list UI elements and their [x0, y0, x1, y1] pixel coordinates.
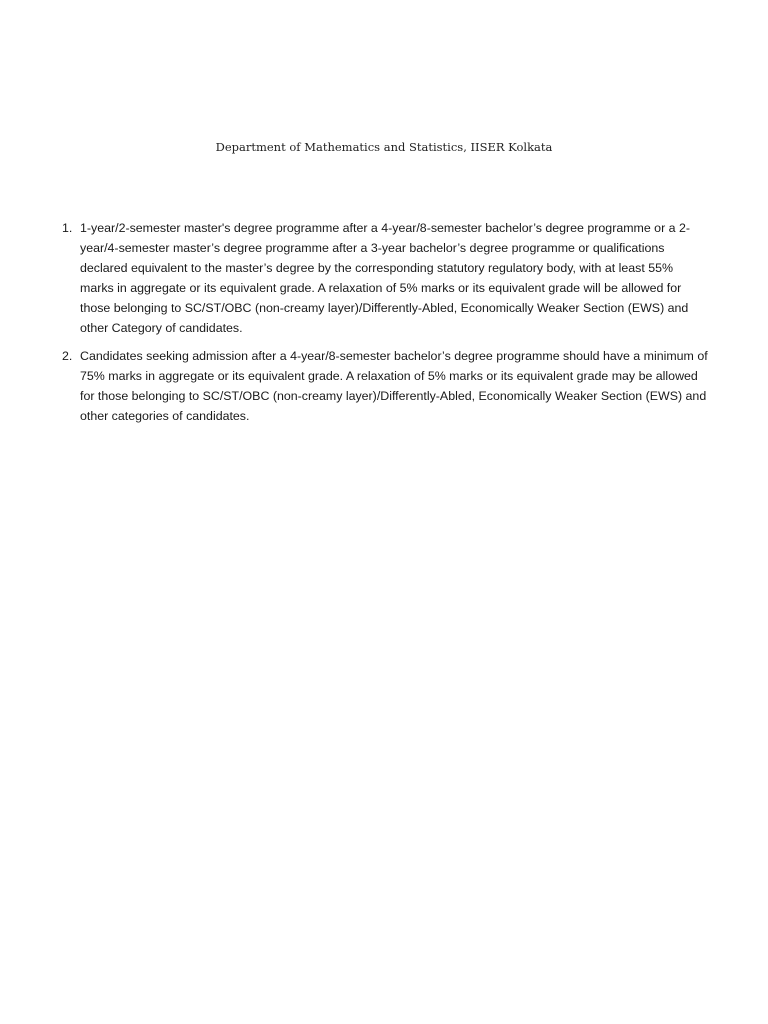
document-heading: Department of Mathematics and Statistics, IISER Kolkata — [215, 140, 553, 154]
list-item-number: 2. — [62, 349, 73, 363]
eligibility-criteria-list — [62, 218, 708, 434]
list-item-text: Candidates seeking admission after a 4-year/8-semester bachelor’s degree programme should have a minimum of 75% marks in aggregate or its equivalent grade. A relaxation of 5% marks or its equivalent grade may be allowed for those belonging to SC/ST/OBC (non-creamy layer)/Differently-Abled, Economically Weaker Section (EWS) and other categories of candidates. — [80, 349, 708, 423]
list-item-text: 1-year/2-semester master's degree programme after a 4-year/8-semester bachelor’s degree programme or a 2-year/4-semester master’s degree programme after a 3-year bachelor’s degree programme or qualifications declared equivalent to the master’s degree by the corresponding statutory regulatory body, with at least 55% marks in aggregate or its equivalent grade. A relaxation of 5% marks or its equivalent grade will be allowed for those belonging to SC/ST/OBC (non-creamy layer)/Differently-Abled, Economically Weaker Section (EWS) and other Category of candidates. — [80, 221, 690, 335]
list-item — [62, 218, 708, 338]
list-item — [62, 346, 708, 426]
list-item-number: 1. — [62, 221, 73, 235]
